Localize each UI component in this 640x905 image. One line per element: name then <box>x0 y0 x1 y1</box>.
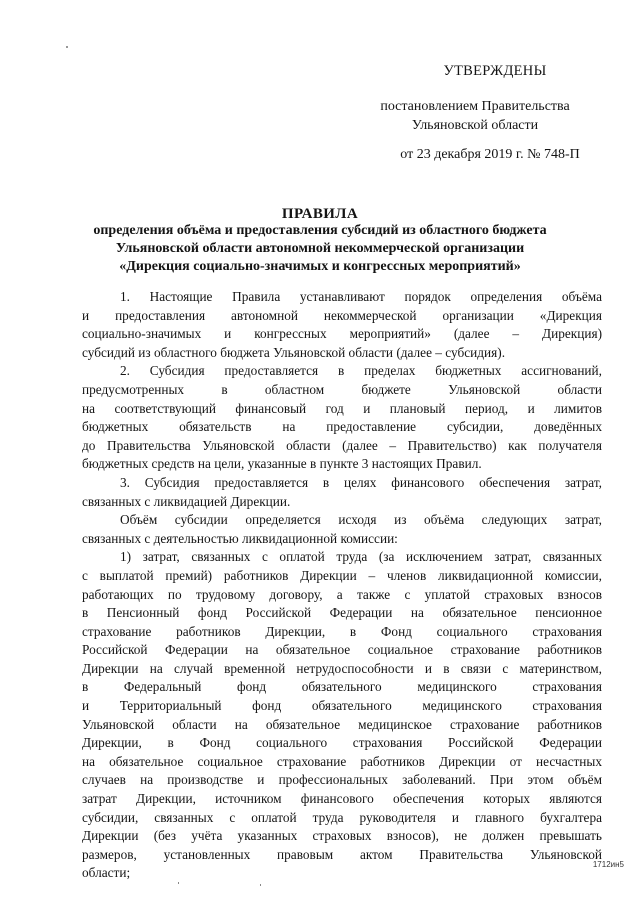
body-line: 2. Субсидия предоставляется в пределах бюджетных ассигнований, <box>120 363 602 379</box>
body-line: Дирекции, в Фонд социального страхования Российской Федерации <box>82 735 602 751</box>
approval-by-line-2: Ульяновской области <box>411 118 539 133</box>
body-line: Объём субсидии определяется исходя из объёма следующих затрат, <box>120 512 602 528</box>
body-line: Дирекции (без учёта указанных страховых взносов), не должен превышать <box>82 828 602 844</box>
body-line: в Пенсионный фонд Российской Федерации на обязательное пенсионное <box>82 605 602 621</box>
body-line: субсидий из областного бюджета Ульяновской области (далее – субсидия). <box>82 344 506 360</box>
body-line: социально-значимых и конгрессных мероприятий» (далее – Дирекция) <box>82 326 602 342</box>
document-subtitle-line: определения объёма и предоставления субсидий из областного бюджета <box>93 223 547 238</box>
body-line: на соответствующий финансовый год и плановый период, и лимитов <box>82 400 602 416</box>
body-line: Российской Федерации на обязательное социальное страхование работников <box>82 642 602 658</box>
body-line: до Правительства Ульяновской области (далее – Правительство) как получателя <box>82 437 602 453</box>
document-code: 1712ин5 <box>592 860 624 869</box>
body-line: и предоставления автономной некоммерческой организации «Дирекция <box>82 307 602 323</box>
document-subtitle <box>80 222 560 276</box>
document-title: ПРАВИЛА <box>281 206 359 222</box>
body-line: в Федеральный фонд обязательного медицинского страхования <box>82 679 602 695</box>
body-line: работающих по трудовому договору, а также с уплатой страховых взносов <box>82 586 602 602</box>
body-line: на обязательное социальное страхование работников Дирекции от несчастных <box>82 753 602 769</box>
body-line: области; <box>82 865 131 881</box>
approval-date-line: от 23 декабря 2019 г. № 748-П <box>400 147 580 162</box>
body-line: размеров, установленных правовым актом Правительства Ульяновской <box>82 846 602 862</box>
scan-speck <box>260 884 261 886</box>
body-line: предусмотренных в областном бюджете Ульяновской области <box>82 381 602 397</box>
body-line: затрат Дирекции, источником финансового обеспечения которых являются <box>82 791 602 807</box>
document-subtitle-line: «Дирекция социально-значимых и конгрессных мероприятий» <box>119 259 521 274</box>
approval-by-line-1: постановлением Правительства <box>380 99 570 114</box>
body-line: страхование работников Дирекции, в Фонд социального страхования <box>82 623 602 639</box>
body-line: связанных с деятельностью ликвидационной комиссии: <box>82 530 398 546</box>
body-line: 1) затрат, связанных с оплатой труда (за исключением затрат, связанных <box>120 549 602 565</box>
document-subtitle-line: Ульяновской области автономной некоммерческой организации <box>115 241 525 256</box>
body-line: связанных с ликвидацией Дирекции. <box>82 493 291 509</box>
body-line: бюджетных средств на цели, указанные в пункте 3 настоящих Правил. <box>82 456 482 472</box>
document-body <box>82 288 602 883</box>
scan-speck <box>178 882 179 884</box>
body-line: Ульяновской области на обязательное медицинское страхование работников <box>82 716 602 732</box>
body-line: Дирекции на случай временной нетрудоспособности и в связи с материнством, <box>82 660 602 676</box>
body-line: бюджетных обязательств на предоставление субсидии, доведённых <box>82 419 602 435</box>
approval-title: УТВЕРЖДЕНЫ <box>443 63 547 79</box>
body-line: субсидии, связанных с оплатой труда руководителя и главного бухгалтера <box>82 809 602 825</box>
body-line: с выплатой премий) работников Дирекции – членов ликвидационной комиссии, <box>82 567 602 583</box>
scan-speck <box>66 46 68 48</box>
body-line: случаев на производстве и профессиональных заболеваний. При этом объём <box>82 772 602 788</box>
body-line: и Территориальный фонд обязательного медицинского страхования <box>82 698 602 714</box>
body-line: 1. Настоящие Правила устанавливают порядок определения объёма <box>120 289 602 304</box>
body-line: 3. Субсидия предоставляется в целях финансового обеспечения затрат, <box>120 474 602 490</box>
